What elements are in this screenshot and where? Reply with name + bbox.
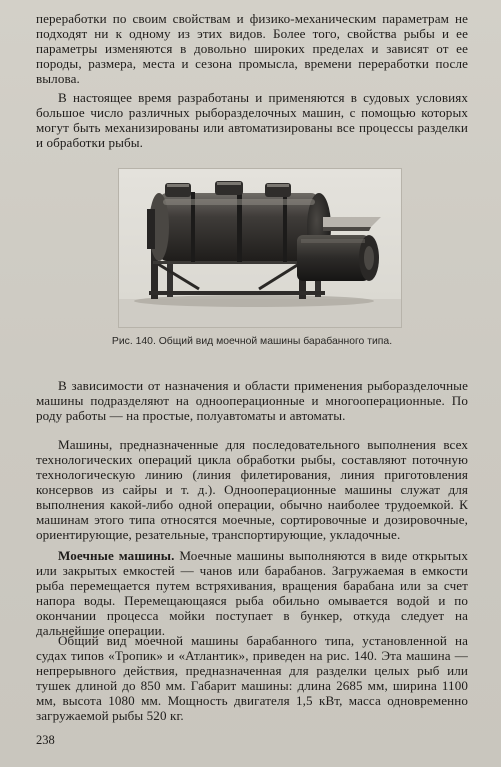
paragraph: Общий вид моечной машины барабанного типа, установленной на судах типов «Тропик» и «Атлантик», приведен на рис. 140. Эта машина — непрерывного действия, предназначенная для разделки целых рыб или тушек длиной до 850 мм. Габарит машины: длина 2685 мм, ширина 1100 мм, высота 1080 мм. Мощность двигателя 1,5 кВт, масса одновременно загружаемой рыбы 520 кг. [36, 633, 468, 723]
paragraph: В настоящее время разработаны и применяются в судовых условиях большое число различных рыборазделочных машин, с помощью которых могут быть механизированы или автоматизированы все процессы разделки и обработки рыбы. [36, 90, 468, 150]
paragraph [36, 548, 468, 638]
page-number: 238 [36, 733, 55, 747]
paragraph-body: Моечные машины выполняются в виде открытых или закрытых емкостей — чанов или барабанов. Загружаемая в емкости рыба перемещается путем встряхивания, вращения барабана или за счет напора воды. Перемещающаяся рыба обильно омывается водой и по окончании процесса мойки поступает в бункер, откуда следует на дальнейшие операции. [36, 548, 468, 638]
section-heading-washing-machines: Моечные машины. [58, 548, 175, 563]
figure-photo-drum-washing-machine [118, 168, 402, 328]
paragraph: Машины, предназначенные для последовательного выполнения всех технологических операций цикла обработки рыбы, составляют поточную технологическую линию (линия филетирования, линия приготовления консервов из сайры и т. д.). Однооперационные машины служат для выполнения какой-либо одной операции, обычно наиболее трудоемкой. К машинам этого типа относятся моечные, сортировочные и дозировочные, ориентирующие, резательные, транспортирующие, укладочные. [36, 437, 468, 542]
paragraph: переработки по своим свойствам и физико-механическим параметрам не подходят ни к одному из этих видов. Более того, свойства рыбы и ее параметры изменяются в довольно широких пределах и зависят от ее породы, размера, места и сезона промысла, времени переработки после вылова. [36, 11, 468, 86]
drum-washing-machine-illustration [119, 169, 401, 327]
paragraph: В зависимости от назначения и области применения рыборазделочные машины подразделяют на однооперационные и многооперационные. По роду работы — на простые, полуавтоматы и автоматы. [36, 378, 468, 423]
figure-caption: Рис. 140. Общий вид моечной машины барабанного типа. [111, 336, 393, 347]
